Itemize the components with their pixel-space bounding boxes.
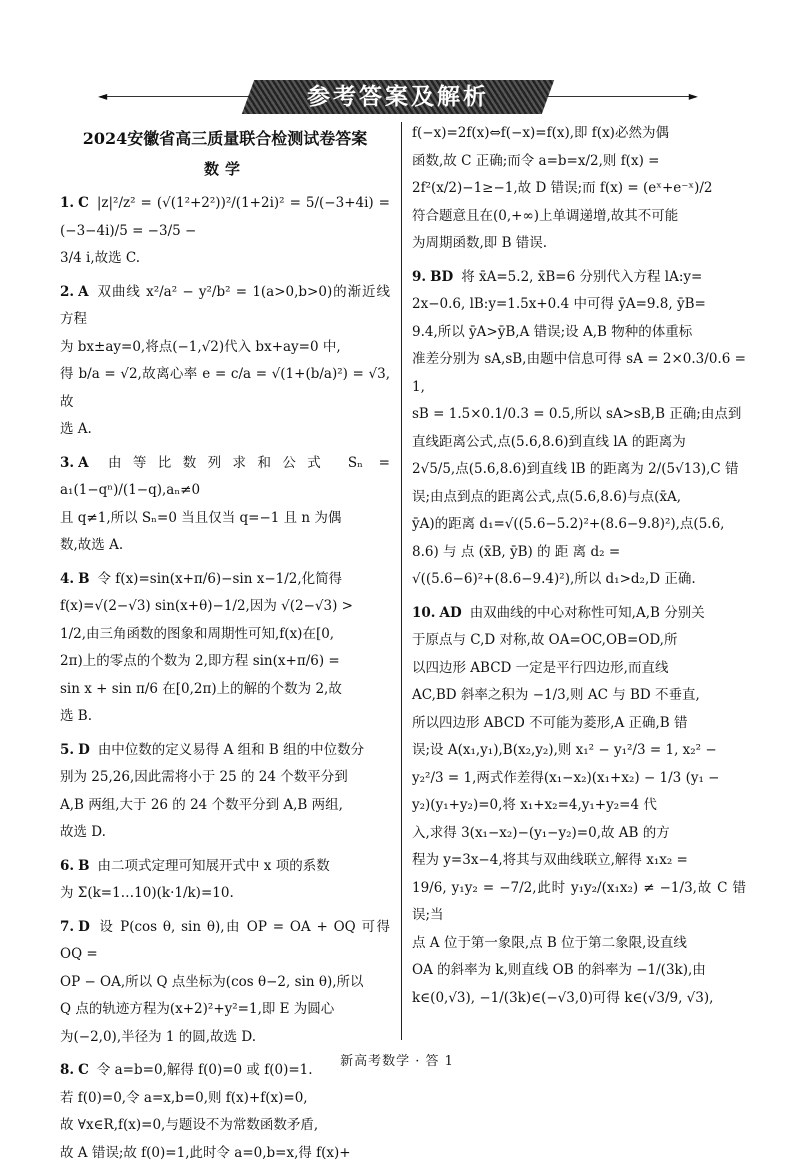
answer-choice: AD bbox=[439, 604, 462, 621]
explanation-line: 准差分别为 sA,sB,由题中信息可得 sA = 2×0.3/0.6 = 1, bbox=[412, 351, 746, 395]
answer-item bbox=[60, 190, 390, 273]
explanation-line: 程为 y=3x−4,将其与双曲线联立,解得 x₁x₂ = bbox=[412, 852, 688, 868]
explanation-line: 函数,故 C 正确;而令 a=b=x/2,则 f(x) = bbox=[412, 152, 660, 169]
explanation-line: Q 点的轨迹方程为(x+2)²+y²=1,即 E 为圆心 bbox=[60, 1001, 335, 1017]
explanation-line: 选 B. bbox=[60, 708, 93, 724]
explanation-line: 为 Σ(k=1…10)(k·1/k)=10. bbox=[60, 885, 234, 901]
explanation-line: A,B 两组,大于 26 的 24 个数平分到 A,B 两组, bbox=[60, 796, 343, 813]
explanation-line: sB = 1.5×0.1/0.3 = 0.5,所以 sA>sB,B 正确;由点到 bbox=[412, 406, 742, 422]
question-number: 9. bbox=[412, 268, 427, 285]
explanation-line: 数,故选 A. bbox=[60, 537, 124, 553]
explanation-line: 得 b/a = √2,故离心率 e = c/a = √(1+(b/a)²) = √3,故 bbox=[60, 366, 390, 410]
answer-item bbox=[60, 450, 390, 560]
question-number: 5. bbox=[60, 741, 75, 758]
question-number: 8. bbox=[60, 1062, 75, 1078]
explanation-line: 2π)上的零点的个数为 2,即方程 sin(x+π/6) = bbox=[60, 653, 340, 669]
explanation-line: 2√5/5,点(5.6,8.6)到直线 lB 的距离为 2/(5√13),C 错 bbox=[412, 461, 739, 477]
explanation-line: 且 q≠1,所以 Sₙ=0 当且仅当 q=−1 且 n 为偶 bbox=[60, 509, 342, 526]
banner-rule-left bbox=[100, 96, 250, 97]
explanation-line: 故选 D. bbox=[60, 824, 106, 840]
explanation-line: 于原点与 C,D 对称,故 OA=OC,OB=OD,所 bbox=[412, 632, 678, 648]
explanation-line: 入,求得 3(x₁−x₂)−(y₁−y₂)=0,故 AB 的方 bbox=[412, 824, 670, 841]
explanation-line: 令 a=b=0,解得 f(0)=0 或 f(0)=1. bbox=[96, 1062, 313, 1078]
explanation-line: 误;由点到点的距离公式,点(5.6,8.6)与点(x̄A, bbox=[412, 488, 682, 505]
answer-item bbox=[60, 737, 390, 847]
question-number: 3. bbox=[60, 454, 75, 471]
column-divider bbox=[401, 122, 402, 1040]
explanation-line: f(x)=√(2−√3) sin(x+θ)−1/2,因为 √(2−√3) > bbox=[60, 598, 353, 614]
explanation-line: 以四边形 ABCD 一定是平行四边形,而直线 bbox=[412, 659, 669, 676]
question-number: 1. bbox=[60, 195, 75, 211]
explanation-line: AC,BD 斜率之积为 −1/3,则 AC 与 BD 不垂直, bbox=[412, 687, 700, 703]
left-column bbox=[60, 120, 390, 1173]
answer-item bbox=[60, 1057, 390, 1167]
explanation-line: 为 bx±ay=0,将点(−1,√2)代入 bx+ay=0 中, bbox=[60, 338, 341, 355]
explanation-line: |z|²/z² = (√(1²+2²))²/(1+2i)² = 5/(−3+4i) = (−3−4i)/5 = −3/5 − bbox=[60, 195, 390, 239]
explanation-line: 设 P(cos θ, sin θ),由 OP = OA + OQ 可得 OQ = bbox=[60, 918, 390, 962]
explanation-line: 若 f(0)=0,令 a=x,b=0,则 f(x)+f(x)=0, bbox=[60, 1089, 308, 1106]
explanation-line: 符合题意且在(0,+∞)上单调递增,故其不可能 bbox=[412, 207, 679, 224]
explanation-line: 所以四边形 ABCD 不可能为菱形,A 正确,B 错 bbox=[412, 714, 688, 731]
explanation-line: 由中位数的定义易得 A 组和 B 组的中位数分 bbox=[97, 741, 365, 758]
answer-choice: B bbox=[78, 570, 90, 587]
question-number: 10. bbox=[412, 604, 436, 621]
explanation-line: 2x−0.6, lB:y=1.5x+0.4 中可得 ȳA=9.8, ȳB= bbox=[412, 296, 706, 312]
explanation-line: 误;设 A(x₁,y₁),B(x₂,y₂),则 x₁² − y₁²/3 = 1, x₂² − bbox=[412, 742, 717, 758]
answer-choice: D bbox=[78, 918, 90, 935]
explanation-line: 1/2,由三角函数的图象和周期性可知,f(x)在[0, bbox=[60, 625, 335, 642]
explanation-line: y₂²/3 = 1,两式作差得(x₁−x₂)(x₁+x₂) − 1/3 (y₁ − bbox=[412, 769, 720, 786]
question-number: 6. bbox=[60, 857, 75, 874]
explanation-line: √((5.6−6)²+(8.6−9.4)²),所以 d₁>d₂,D 正确. bbox=[412, 571, 696, 587]
right-answer-list bbox=[412, 120, 746, 1012]
explanation-line: y₂)(y₁+y₂)=0,将 x₁+x₂=4,y₁+y₂=4 代 bbox=[412, 797, 657, 813]
question-number: 7. bbox=[60, 918, 75, 935]
banner-title: 参考答案及解析 bbox=[307, 83, 489, 110]
arrow-left-icon: ◄ bbox=[98, 89, 108, 103]
answer-choice: C bbox=[78, 1062, 89, 1078]
explanation-line: 选 A. bbox=[60, 421, 92, 437]
banner-rule-right bbox=[546, 96, 696, 97]
explanation-line: 双曲线 x²/a² − y²/b² = 1(a>0,b>0)的渐近线方程 bbox=[60, 283, 390, 327]
answer-choice: A bbox=[78, 454, 89, 471]
explanation-line: f(−x)=2f(x)⇔f(−x)=f(x),即 f(x)必然为偶 bbox=[412, 125, 669, 141]
explanation-line: 9.4,所以 ȳA>ȳB,A 错误;设 A,B 物种的体重标 bbox=[412, 323, 693, 340]
answer-choice: D bbox=[78, 741, 90, 758]
explanation-line: 点 A 位于第一象限,点 B 位于第二象限,设直线 bbox=[412, 934, 687, 951]
answer-item bbox=[60, 853, 390, 908]
answer-choice: C bbox=[78, 195, 89, 211]
question-number: 2. bbox=[60, 283, 75, 300]
answer-item bbox=[412, 120, 746, 258]
explanation-line: sin x + sin π/6 在[0,2π)上的解的个数为 2,故 bbox=[60, 680, 342, 697]
answer-item bbox=[60, 566, 390, 731]
explanation-line: k∈(0,√3), −1/(3k)∈(−√3,0)可得 k∈(√3/9, √3), bbox=[412, 989, 714, 1006]
explanation-line: 故 ∀x∈R,f(x)=0,与题设不为常数函数矛盾, bbox=[60, 1117, 319, 1133]
answer-choice: B bbox=[78, 857, 90, 874]
explanation-line: 直线距离公式,点(5.6,8.6)到直线 lA 的距离为 bbox=[412, 433, 686, 450]
answer-choice: A bbox=[78, 283, 89, 300]
left-answer-list bbox=[60, 190, 390, 1167]
explanation-line: 8.6) 与 点 (x̄B, ȳB) 的 距 离 d₂ = bbox=[412, 543, 621, 560]
explanation-line: 将 x̄A=5.2, x̄B=6 分别代入方程 lA:y= bbox=[461, 268, 703, 285]
explanation-line: 2f²(x/2)−1≥−1,故 D 错误;而 f(x) = (eˣ+e⁻ˣ)/2 bbox=[412, 180, 713, 196]
explanation-line: 别为 25,26,因此需将小于 25 的 24 个数平分到 bbox=[60, 769, 348, 785]
document-title: 2024安徽省高三质量联合检测试卷答案 bbox=[82, 129, 368, 148]
explanation-line: 令 f(x)=sin(x+π/6)−sin x−1/2,化简得 bbox=[97, 570, 343, 587]
document-subtitle: 数学 bbox=[203, 160, 246, 178]
explanation-line: OA 的斜率为 k,则直线 OB 的斜率为 −1/(3k),由 bbox=[412, 962, 706, 978]
explanation-line: 19/6, y₁y₂ = −7/2,此时 y₁y₂/(x₁x₂) ≠ −1/3,故 C 错误;当 bbox=[412, 879, 746, 923]
answer-item bbox=[60, 279, 390, 444]
answer-item bbox=[412, 264, 746, 594]
arrow-right-icon: ► bbox=[688, 89, 698, 103]
explanation-line: 由双曲线的中心对称性可知,A,B 分别关 bbox=[469, 604, 705, 621]
explanation-line: 3/4 i,故选 C. bbox=[60, 250, 141, 266]
explanation-line: 为(−2,0),半径为 1 的圆,故选 D. bbox=[60, 1028, 256, 1045]
explanation-line: 由二项式定理可知展开式中 x 项的系数 bbox=[97, 857, 330, 874]
answer-item bbox=[412, 600, 746, 1013]
explanation-line: ȳA)的距离 d₁=√((5.6−5.2)²+(8.6−9.8)²),点(5.6, bbox=[412, 516, 725, 532]
explanation-line: 为周期函数,即 B 错误. bbox=[412, 235, 548, 251]
explanation-line: 由等比数列求和公式 Sₙ = a₁(1−qⁿ)/(1−q),aₙ≠0 bbox=[60, 454, 390, 498]
explanation-line: 故 A 错误;故 f(0)=1,此时令 a=0,b=x,得 f(x)+ bbox=[60, 1144, 351, 1161]
answer-choice: BD bbox=[430, 268, 454, 285]
right-column bbox=[412, 120, 746, 1018]
page-footer: 新高考数学 · 答 1 bbox=[340, 1054, 454, 1069]
answer-item bbox=[60, 914, 390, 1052]
explanation-line: OP − OA,所以 Q 点坐标为(cos θ−2, sin θ),所以 bbox=[60, 973, 364, 990]
question-number: 4. bbox=[60, 570, 75, 587]
header-banner bbox=[100, 80, 696, 114]
